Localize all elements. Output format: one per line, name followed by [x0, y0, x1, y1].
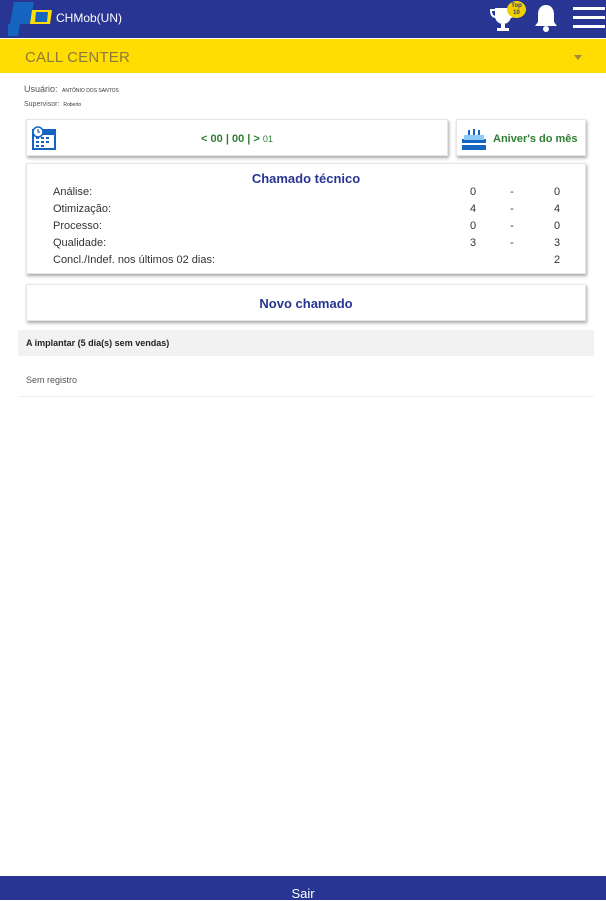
supervisor-value: Roberto — [63, 102, 82, 108]
birthdays-label: Aniver's do mês — [493, 133, 578, 145]
chamado-tecnico-card — [26, 163, 586, 274]
row-qualidade-dash: - — [510, 237, 514, 249]
usuario-label: Usuário: — [24, 84, 58, 94]
app-logo-icon — [8, 2, 52, 36]
row-otimizacao-dash: - — [510, 203, 514, 215]
app-header — [0, 0, 606, 38]
novo-chamado-label: Novo chamado — [259, 296, 353, 311]
row-analise-a: 0 — [469, 186, 477, 198]
chevron-down-icon[interactable] — [574, 55, 582, 60]
divider — [18, 396, 594, 397]
hamburger-menu-icon[interactable] — [573, 5, 605, 31]
row-otimizacao-a: 4 — [469, 203, 477, 215]
app-title: CHMob(UN) — [56, 11, 122, 25]
date-sep-2: | — [247, 133, 251, 145]
date-current: 00 — [231, 133, 245, 145]
row-processo-a: 0 — [469, 220, 477, 232]
row-processo-label: Processo: — [53, 220, 102, 232]
date-next-arrow[interactable]: > — [253, 133, 260, 145]
row-qualidade-a: 3 — [469, 237, 477, 249]
row-processo-b: 0 — [553, 220, 561, 232]
usuario-info — [24, 84, 119, 94]
a-implantar-header — [18, 330, 594, 356]
bell-icon[interactable] — [533, 3, 559, 33]
row-otimizacao-b: 4 — [553, 203, 561, 215]
row-qualidade-label: Qualidade: — [53, 237, 107, 249]
row-analise-label: Análise: — [53, 186, 93, 198]
badge-text: Top 10 — [511, 3, 522, 16]
date-prev[interactable]: < 00 — [201, 133, 223, 145]
date-next-value: 01 — [262, 134, 273, 144]
chamado-title: Chamado técnico — [251, 171, 361, 186]
supervisor-info — [24, 101, 81, 108]
a-implantar-title: A implantar (5 dia(s) sem vendas) — [26, 338, 170, 348]
row-analise-dash: - — [510, 186, 514, 198]
usuario-value: ANTÔNIO DOS SANTOS — [62, 88, 119, 94]
sair-button[interactable] — [0, 876, 606, 900]
top10-badge — [507, 1, 526, 18]
birthday-cake-icon — [460, 127, 488, 151]
concl-value: 2 — [553, 254, 561, 266]
section-title: CALL CENTER — [25, 49, 131, 66]
empty-state-text: Sem registro — [26, 375, 78, 385]
sair-label: Sair — [291, 886, 315, 901]
date-navigator-card[interactable] — [26, 119, 448, 156]
concl-label: Concl./Indef. nos últimos 02 dias: — [53, 254, 216, 266]
row-otimizacao-label: Otimização: — [53, 203, 112, 215]
birthdays-button[interactable] — [456, 119, 586, 156]
row-analise-b: 0 — [553, 186, 561, 198]
row-qualidade-b: 3 — [553, 237, 561, 249]
supervisor-label: Supervisor: — [24, 101, 60, 108]
novo-chamado-button[interactable] — [26, 284, 586, 321]
row-processo-dash: - — [510, 220, 514, 232]
date-selector — [27, 133, 447, 145]
date-sep-1: | — [225, 133, 229, 145]
